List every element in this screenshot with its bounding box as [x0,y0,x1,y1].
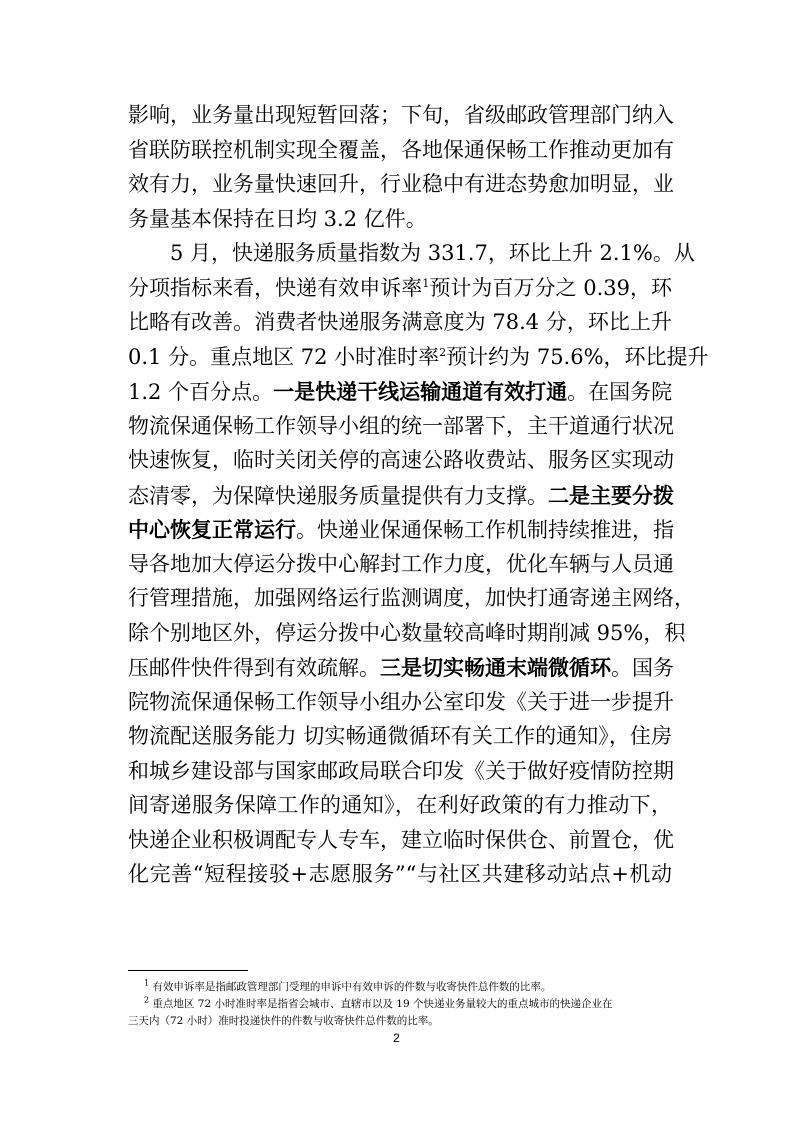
bold-text: 一是快递干线运输通道有效打通 [273,379,568,404]
body-line [128,688,672,717]
body-line [128,412,672,441]
footnote-ref: 1 [422,276,430,290]
body-line [128,377,672,406]
text-run: 5 月，快递服务质量指数为 331.7，环比上升 2.1%。从 [170,241,695,265]
footnote-text: 三天内（72 小时）准时投递快件的件数与收寄快件总件数的比率。 [128,1015,439,1027]
page-number: 2 [393,1031,400,1045]
text-run: 物流配送服务能力 切实畅通微循环有关工作的通知》，住房 [128,724,672,748]
text-run: 导各地加大停运分拨中心解封工作力度，优化车辆与人员通 [128,551,674,576]
footnote [144,996,688,1013]
footnote [144,979,688,996]
text-run: 除个别地区外，停运分拨中心数量较高峰时期削减 95%，积 [128,620,686,645]
text-run: 。在国务院 [567,380,673,404]
text-run: 物流保通保畅工作领导小组的统一部署下，主干道通行状况 [128,413,674,438]
footnote-text: 有效申诉率是指邮政管理部门受理的申诉中有效申诉的件数与收寄快件总件数的比率。 [152,981,552,993]
body-line [128,274,672,303]
body-line [128,619,686,648]
body-line [128,101,672,130]
text-run: 省联防联控机制实现全覆盖，各地保通保畅工作推动更加有 [128,137,674,162]
footnote-mark: 2 [144,995,150,1005]
body-line [128,826,672,855]
footnote [128,1013,672,1030]
text-run: 比略有改善。消费者快递服务满意度为 78.4 分，环比上升 [128,310,672,334]
text-run: 态清零，为保障快递服务质量提供有力支撑。 [128,483,548,508]
text-run: 1.2 个百分点。 [128,380,274,404]
body-line [128,205,672,234]
text-run: 行管理措施，加强网络运行监测调度，加快打通寄递主网络， [128,586,695,610]
bold-text: 中心恢复正常运行 [128,517,296,542]
text-run: 压邮件快件得到有效疏解。 [128,656,380,680]
body-line [128,343,709,372]
body-line [170,239,695,268]
body-line [128,170,672,199]
text-run: 务量基本保持在日均 3.2 亿件。 [128,206,427,231]
body-line [128,481,672,510]
body-line [128,515,672,544]
text-run: 分项指标来看，快递有效申诉率 [128,275,423,300]
body-line [128,860,672,889]
body-line [128,446,672,475]
text-run: 化完善“短程接驳+志愿服务”“与社区共建移动站点+机动 [128,862,672,886]
text-run: 和城乡建设部与国家邮政局联合印发《关于做好疫情防控期 [128,758,674,783]
footnote-separator [128,970,248,971]
text-run: 。国务 [611,656,674,680]
text-run: 院物流保通保畅工作领导小组办公室印发《关于进一步提升 [128,689,674,714]
body-line [128,584,695,613]
text-run: 影响，业务量出现短暂回落；下旬，省级邮政管理部门纳入 [128,103,674,127]
body-line [128,136,672,165]
text-run: 0.1 分。重点地区 72 小时准时率 [128,344,440,369]
footnote-ref: 2 [439,345,447,359]
body-line [128,550,672,579]
body-line [128,722,672,751]
text-run: 快递企业积极调配专人专车，建立临时保供仓、前置仓，优 [128,827,674,852]
bold-text: 二是主要分拨 [548,482,674,508]
text-run: 。快递业保通保畅工作机制持续推进，指 [296,518,674,542]
footnote-text: 重点地区 72 小时准时率是指省会城市、直辖市以及 19 个快递业务量较大的重点城市的快递企业在 [152,998,613,1010]
bold-text: 三是切实畅通末端微循环 [380,655,611,680]
text-run: 效有力，业务量快速回升，行业稳中有进态势愈加明显，业 [128,172,674,196]
body-line [128,308,672,337]
footnote-mark: 1 [144,978,150,988]
body-line [128,791,672,820]
body-line [128,757,672,786]
text-run: 预计约为 75.6%，环比提升 [446,344,709,369]
text-run: 预计为百万分之 0.39，环 [429,275,673,300]
body-line [128,653,672,682]
text-run: 间寄递服务保障工作的通知》，在利好政策的有力推动下， [128,793,672,817]
text-run: 快速恢复，临时关闭关停的高速公路收费站、服务区实现动 [128,448,674,472]
